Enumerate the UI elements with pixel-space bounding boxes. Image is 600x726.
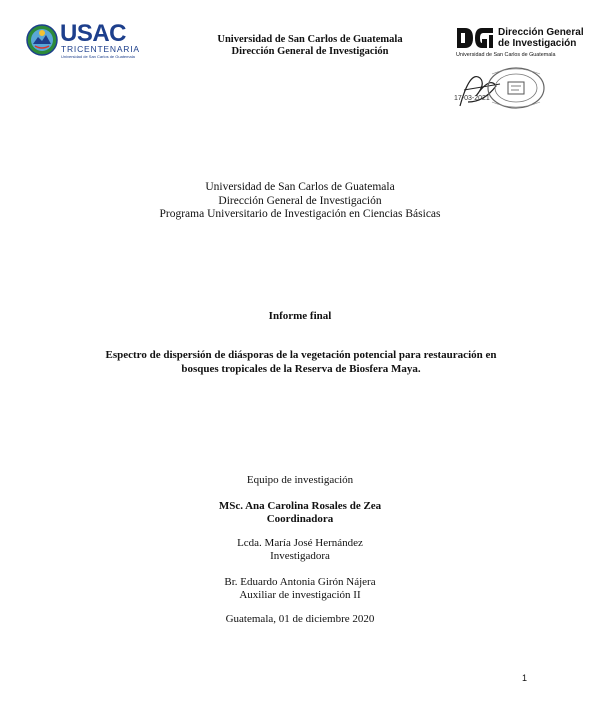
dgi-title-line-1: Dirección General	[498, 27, 584, 38]
dgi-subtext: Universidad de San Carlos de Guatemala	[456, 52, 556, 58]
team-member	[80, 576, 520, 602]
member-role: Auxiliar de investigación II	[239, 589, 361, 601]
member-name: Lcda. María José Hernández	[237, 537, 363, 549]
header-center	[170, 34, 450, 58]
usac-subtext: Universidad de San Carlos de Guatemala	[61, 54, 135, 59]
team-member	[80, 537, 520, 563]
signature-icon	[440, 66, 550, 112]
report-title-line-2: bosques tropicales de la Reserva de Biosfera Maya.	[181, 363, 421, 375]
usac-tagline: TRICENTENARIA	[61, 44, 140, 54]
institution-line-program: Programa Universitario de Investigación en Ciencias Básicas	[159, 208, 441, 220]
dgi-title	[498, 27, 584, 49]
institution-block	[80, 181, 520, 222]
team-label: Equipo de investigación	[246, 474, 354, 486]
dgi-title-line-2: de Investigación	[498, 38, 577, 49]
coordinator-role: Coordinadora	[266, 513, 334, 525]
usac-logo	[26, 20, 140, 62]
institution-line-university: Universidad de San Carlos de Guatemala	[205, 181, 395, 193]
usac-seal-icon	[26, 24, 58, 56]
report-label: Informe final	[268, 310, 332, 322]
place-date: Guatemala, 01 de diciembre 2020	[225, 613, 375, 625]
signature-stamp	[440, 66, 550, 112]
dgi-logo	[456, 26, 584, 62]
report-title-line-1: Espectro de dispersión de diásporas de la vegetación potencial para restauración en	[105, 349, 497, 361]
header-line-university: Universidad de San Carlos de Guatemala	[217, 34, 403, 45]
page-number: 1	[522, 673, 528, 683]
coordinator-name: MSc. Ana Carolina Rosales de Zea	[218, 500, 382, 512]
member-name: Br. Eduardo Antonia Girón Nájera	[224, 576, 376, 588]
stamp-date: 17-03-2021	[454, 95, 490, 102]
report-title	[86, 348, 516, 376]
usac-wordmark: USAC	[60, 20, 127, 47]
institution-line-direction: Dirección General de Investigación	[218, 194, 382, 207]
member-role: Investigadora	[270, 550, 330, 562]
dgi-mark-icon	[456, 27, 496, 49]
coordinator	[80, 500, 520, 526]
header-line-direction: Dirección General de Investigación	[231, 46, 389, 57]
